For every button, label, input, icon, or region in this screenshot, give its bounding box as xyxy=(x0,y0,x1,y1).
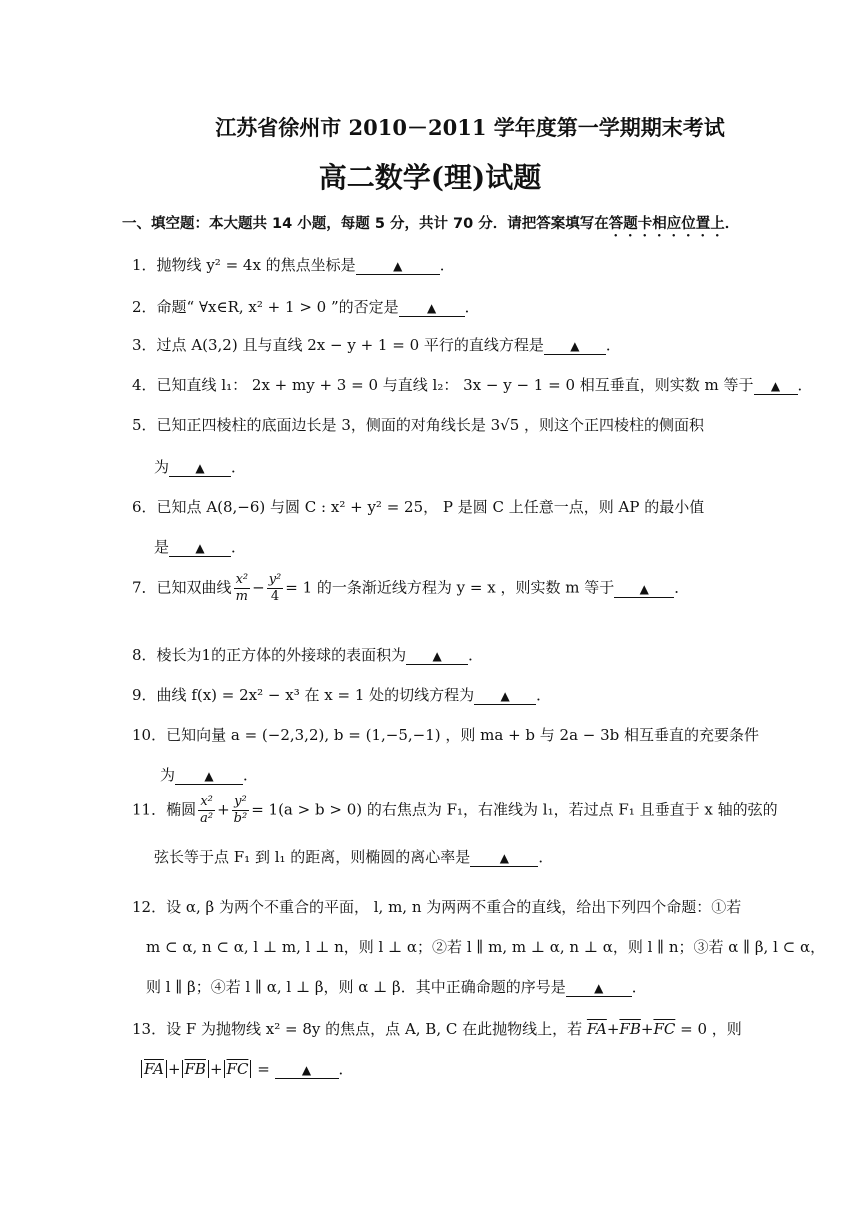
question-end: ． xyxy=(231,458,247,476)
vector-fc: $\overline{FC}$ xyxy=(226,1060,249,1078)
question-text: 抛物线 y² = 4x 的焦点坐标是 xyxy=(156,256,356,274)
answer-mark-icon: ▲ xyxy=(594,981,604,995)
question-text: 命题“ ∀x∈R, x² + 1 > 0 ”的否定是 xyxy=(156,298,399,316)
question-5-continuation xyxy=(154,456,246,477)
vector-fa: $\overline{FA}$ xyxy=(144,1060,164,1078)
question-text: = 1(a > b > 0) 的右焦点为 F₁，右准线为 l₁，若过点 F₁ 且垂直于 x 轴的弦的 xyxy=(251,800,778,819)
question-text-cont: 为 xyxy=(154,458,170,476)
magnitude-fb xyxy=(182,1060,209,1078)
section-heading xyxy=(122,212,762,240)
question-number: 9． xyxy=(132,686,157,704)
fraction-denominator: b² xyxy=(233,811,248,826)
fraction xyxy=(232,794,250,827)
exam-subtitle: 高二数学(理)试题 xyxy=(318,161,542,194)
answer-mark-icon: ▲ xyxy=(499,851,509,865)
question-text: 过点 A(3,2) 且与直线 2x − y + 1 = 0 平行的直线方程是 xyxy=(156,336,544,354)
fraction-numerator: y² xyxy=(268,572,282,587)
question-12-line-2 xyxy=(146,936,825,957)
vector-fc: $\overline{FC}$ xyxy=(653,1020,676,1038)
answer-blank xyxy=(406,648,468,665)
answer-blank xyxy=(175,768,243,785)
question-text: 已知双曲线 xyxy=(156,578,232,597)
question-4 xyxy=(132,374,813,395)
fraction xyxy=(234,572,251,605)
question-5 xyxy=(132,414,704,435)
answer-blank xyxy=(754,378,798,395)
question-8 xyxy=(132,644,483,665)
exam-title: 江苏省徐州市 2010－2011 学年度第一学期期末考试 xyxy=(215,115,725,140)
question-number: 8． xyxy=(132,646,157,664)
answer-blank xyxy=(544,338,606,355)
question-number: 2． xyxy=(132,298,157,316)
fraction xyxy=(267,572,284,605)
answer-mark-icon: ▲ xyxy=(195,461,205,475)
question-text: 已知正四棱柱的底面边长是 3，侧面的对角线长是 3√5 ，则这个正四棱柱的侧面积 xyxy=(156,416,705,434)
answer-blank xyxy=(566,980,632,997)
question-end: ． xyxy=(536,686,552,704)
question-text: 曲线 f(x) = 2x² − x³ 在 x = 1 处的切线方程为 xyxy=(156,686,475,704)
question-7: 7．已知双曲线 $\frac{\text{x²}}{m}$ − $\frac{\text{y²}}{4}$ = 1 的一条渐近线方程为 y = x ，则实数 m 等于 ▲ ． xyxy=(132,572,690,604)
fraction-numerator: y² xyxy=(232,794,250,811)
magnitude-fc xyxy=(224,1060,252,1078)
answer-mark-icon: ▲ xyxy=(427,301,437,315)
question-2 xyxy=(132,296,480,317)
question-13-continuation: $\overline{FA} + \overline{FB} + \overline{FC}$ = ▲ ． xyxy=(140,1058,354,1079)
question-text: 已知向量 a = (−2,3,2), b = (1,−5,−1) ，则 ma + b 与 2a − 3b 相互垂直的充要条件 xyxy=(166,726,760,744)
question-number: 11． xyxy=(132,800,167,819)
fraction xyxy=(198,794,215,827)
question-end: ． xyxy=(243,766,259,784)
answer-mark-icon: ▲ xyxy=(500,689,510,703)
question-text-line: m ⊂ α, n ⊂ α, l ⊥ m, l ⊥ n，则 l ⊥ α；②若 l ∥ m, m ⊥ α, n ⊥ α，则 l ∥ n；③若 α ∥ β, l ⊂ α， xyxy=(146,938,826,956)
fraction-denominator: a² xyxy=(200,811,214,826)
question-number: 7． xyxy=(132,578,157,597)
answer-mark-icon: ▲ xyxy=(770,379,781,393)
question-number: 12． xyxy=(132,898,167,916)
answer-blank xyxy=(275,1062,339,1079)
question-text: 已知点 A(8,−6) 与圆 C : x² + y² = 25， P 是圆 C 上任意一点，则 AP 的最小值 xyxy=(156,498,705,516)
question-number: 13． xyxy=(132,1020,167,1038)
answer-blank xyxy=(470,850,538,867)
answer-blank xyxy=(474,688,536,705)
question-text-cont: 是 xyxy=(154,538,170,556)
question-text: = 1 的一条渐近线方程为 y = x ，则实数 m 等于 xyxy=(285,578,615,597)
answer-blank xyxy=(169,460,231,477)
answer-mark-icon: ▲ xyxy=(432,649,442,663)
question-end: ． xyxy=(439,256,455,274)
answer-mark-icon: ▲ xyxy=(639,581,649,596)
answer-blank xyxy=(356,258,440,275)
question-number: 1． xyxy=(132,256,157,274)
answer-blank xyxy=(169,540,231,557)
question-10 xyxy=(132,724,759,745)
question-text-cont: 为 xyxy=(160,766,176,784)
question-end: ． xyxy=(338,1060,354,1078)
fraction-denominator: m xyxy=(235,589,248,604)
section-heading-suffix: ． xyxy=(724,216,740,232)
question-1 xyxy=(132,254,455,275)
question-end: ． xyxy=(464,298,480,316)
question-text-line: 则 l ∥ β；④若 l ∥ α, l ⊥ β，则 α ⊥ β．其中正确命题的序号是 xyxy=(146,978,566,996)
vector-fa: $\overline{FA}$ xyxy=(586,1020,607,1038)
question-13: 13．设 F 为抛物线 x² = 8y 的焦点，点 A, B, C 在此抛物线上，若 $\overline{FA}+\overline{FB}+\overline{FC} = 0$ ，则 xyxy=(132,1020,742,1038)
question-number: 10． xyxy=(132,726,167,744)
question-number: 4． xyxy=(132,376,157,394)
fraction-numerator: x² xyxy=(235,572,249,587)
answer-mark-icon: ▲ xyxy=(570,339,580,353)
question-12 xyxy=(132,896,741,917)
answer-mark-icon: ▲ xyxy=(204,769,214,783)
question-text: 椭圆 xyxy=(166,800,197,819)
magnitude-fa xyxy=(141,1060,167,1078)
question-text: 已知直线 l₁： 2x + my + 3 = 0 与直线 l₂： 3x − y − 1 = 0 相互垂直，则实数 m 等于 xyxy=(156,376,754,394)
question-end: ． xyxy=(231,538,247,556)
answer-mark-icon: ▲ xyxy=(301,1063,312,1077)
question-9 xyxy=(132,684,551,705)
question-text: 设 α, β 为两个不重合的平面， l, m, n 为两两不重合的直线，给出下列四个命题：①若 xyxy=(166,898,742,916)
section-heading-emphasis: 答题卡相应位置上 xyxy=(608,216,725,232)
question-text: 设 F 为抛物线 x² = 8y 的焦点，点 A, B, C 在此抛物线上，若 xyxy=(166,1020,583,1038)
question-end: ． xyxy=(674,578,690,597)
question-6-continuation xyxy=(154,536,246,557)
question-11-continuation xyxy=(154,846,553,867)
question-3 xyxy=(132,334,621,355)
question-end: ． xyxy=(538,848,554,866)
answer-blank xyxy=(399,300,465,317)
question-number: 5． xyxy=(132,416,157,434)
question-text: = 0 ，则 xyxy=(680,1020,742,1038)
question-number: 3． xyxy=(132,336,157,354)
question-end: ． xyxy=(468,646,484,664)
question-11: 11．椭圆 $\frac{\text{x²}}{\text{a²}}$ + $\frac{\text{y²}}{\text{b²}}$ = 1(a > b > 0) 的右焦点为 F₁，右准线为 l₁，若过点 F₁ 且垂直于 x 轴的弦的 xyxy=(132,794,778,826)
question-12-line-3 xyxy=(146,976,647,997)
answer-mark-icon: ▲ xyxy=(195,541,205,555)
question-6 xyxy=(132,496,704,517)
section-heading-prefix: 一、填空题：本大题共 14 小题，每题 5 分，共计 70 分．请把答案填写在 xyxy=(122,216,609,232)
question-text-cont: 弦长等于点 F₁ 到 l₁ 的距离，则椭圆的离心率是 xyxy=(154,848,471,866)
fraction-numerator: x² xyxy=(198,794,215,811)
question-end: ． xyxy=(631,978,647,996)
question-end: ． xyxy=(797,376,813,394)
question-10-continuation xyxy=(160,764,258,785)
question-end: ． xyxy=(605,336,621,354)
fraction-denominator: 4 xyxy=(270,589,280,604)
question-text: 棱长为1的正方体的外接球的表面积为 xyxy=(156,646,407,664)
vector-fb: $\overline{FB}$ xyxy=(184,1060,206,1078)
answer-blank xyxy=(614,581,674,598)
answer-mark-icon: ▲ xyxy=(393,259,403,273)
vector-fb: $\overline{FB}$ xyxy=(619,1020,641,1038)
question-number: 6． xyxy=(132,498,157,516)
